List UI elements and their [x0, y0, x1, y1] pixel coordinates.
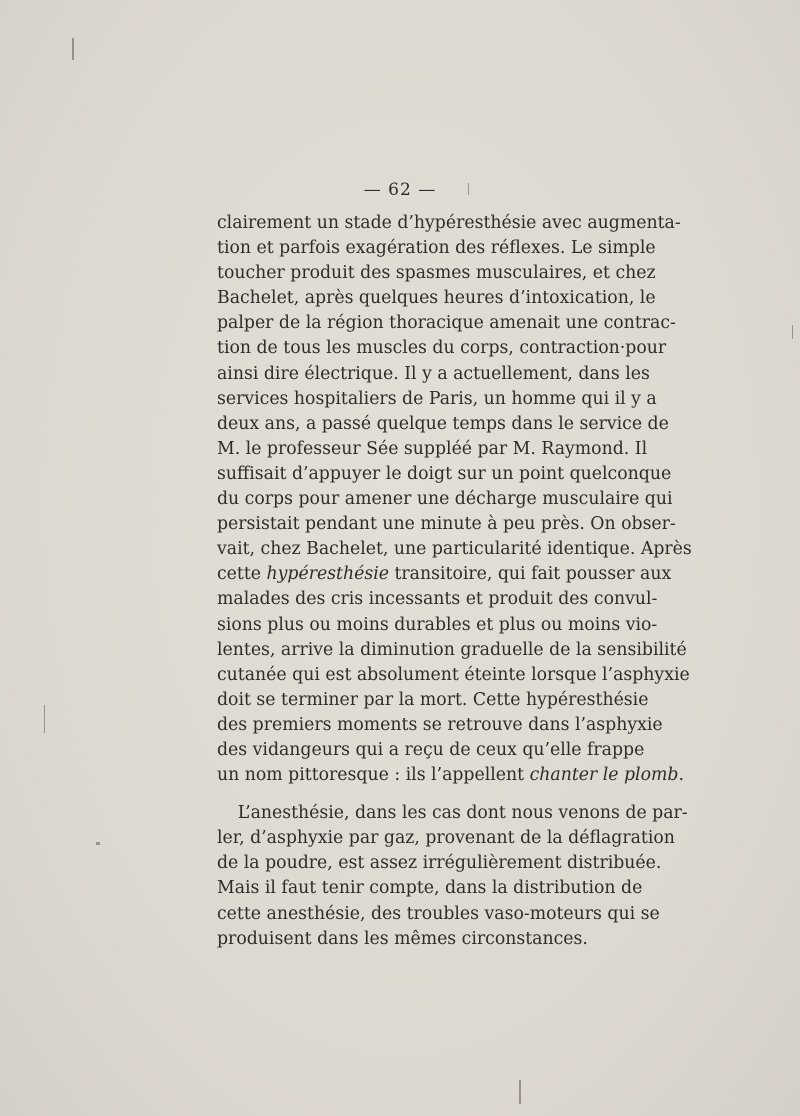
scan-mark — [792, 325, 793, 339]
text-line: doit se terminer par la mort. Cette hypéresthésie — [217, 689, 649, 710]
text-line: deux ans, a passé quelque temps dans le service de — [217, 413, 669, 434]
text-line: tion et parfois exagération des réflexes. Le simple — [217, 238, 656, 259]
text-line: tion de tous les muscles du corps, contraction·pour — [217, 338, 667, 359]
scan-mark — [519, 1080, 521, 1104]
text-line: lentes, arrive la diminution graduelle de la sensibilité — [217, 639, 687, 660]
text-line: clairement un stade d’hypéresthésie avec augmenta- — [217, 213, 681, 233]
body-text — [217, 211, 692, 952]
text-fragment: cette — [217, 564, 267, 585]
text-line: cette anesthésie, des troubles vaso-moteurs qui se — [217, 903, 660, 924]
text-fragment: . — [678, 765, 684, 786]
scan-mark — [44, 705, 45, 733]
text-line: services hospitaliers de Paris, un homme qui il y a — [217, 388, 657, 409]
text-line: des vidangeurs qui a reçu de ceux qu’elle frappe — [217, 739, 645, 760]
text-line: Mais il faut tenir compte, dans la distribution de — [217, 878, 643, 899]
paragraph — [217, 211, 692, 788]
text-line: toucher produit des spasmes musculaires, et chez — [217, 263, 656, 284]
scan-mark — [72, 38, 74, 60]
text-line: suffisait d’appuyer le doigt sur un point quelconque — [217, 463, 672, 484]
paragraph — [217, 801, 688, 952]
text-line: vait, chez Bachelet, une particularité identique. Après — [217, 539, 692, 560]
text-line: malades des cris incessants et produit des convul- — [217, 589, 658, 610]
text-fragment: un nom pittoresque : ils l’appellent — [217, 765, 530, 786]
text-line: sions plus ou moins durables et plus ou moins vio- — [217, 614, 658, 635]
text-line: persistait pendant une minute à peu près. On obser- — [217, 514, 676, 535]
text-line — [217, 562, 672, 587]
text-line: du corps pour amener une décharge musculaire qui — [217, 489, 673, 510]
text-line: cutanée qui est absolument éteinte lorsque l’asphyxie — [217, 664, 690, 685]
text-line: ainsi dire électrique. Il y a actuellement, dans les — [217, 363, 650, 384]
scan-mark — [96, 842, 100, 845]
text-line — [217, 763, 684, 788]
text-line: ler, d’asphyxie par gaz, provenant de la déflagration — [217, 828, 675, 849]
text-line: de la poudre, est assez irrégulièrement distribuée. — [217, 853, 662, 874]
text-line: des premiers moments se retrouve dans l’asphyxie — [217, 714, 663, 735]
text-fragment: transitoire, qui fait pousser aux — [388, 564, 672, 585]
page-number: — 62 — — [363, 180, 437, 200]
italic-term: chanter le plomb — [529, 765, 679, 786]
text-line: L’anesthésie, dans les cas dont nous venons de par- — [237, 803, 688, 824]
text-line: palper de la région thoracique amenait une contrac- — [217, 313, 676, 334]
text-line: M. le professeur Sée suppléé par M. Raymond. Il — [217, 438, 648, 459]
italic-term: hypéresthésie — [266, 564, 389, 585]
text-line: produisent dans les mêmes circonstances. — [217, 928, 588, 949]
text-line: Bachelet, après quelques heures d’intoxication, le — [217, 288, 656, 309]
